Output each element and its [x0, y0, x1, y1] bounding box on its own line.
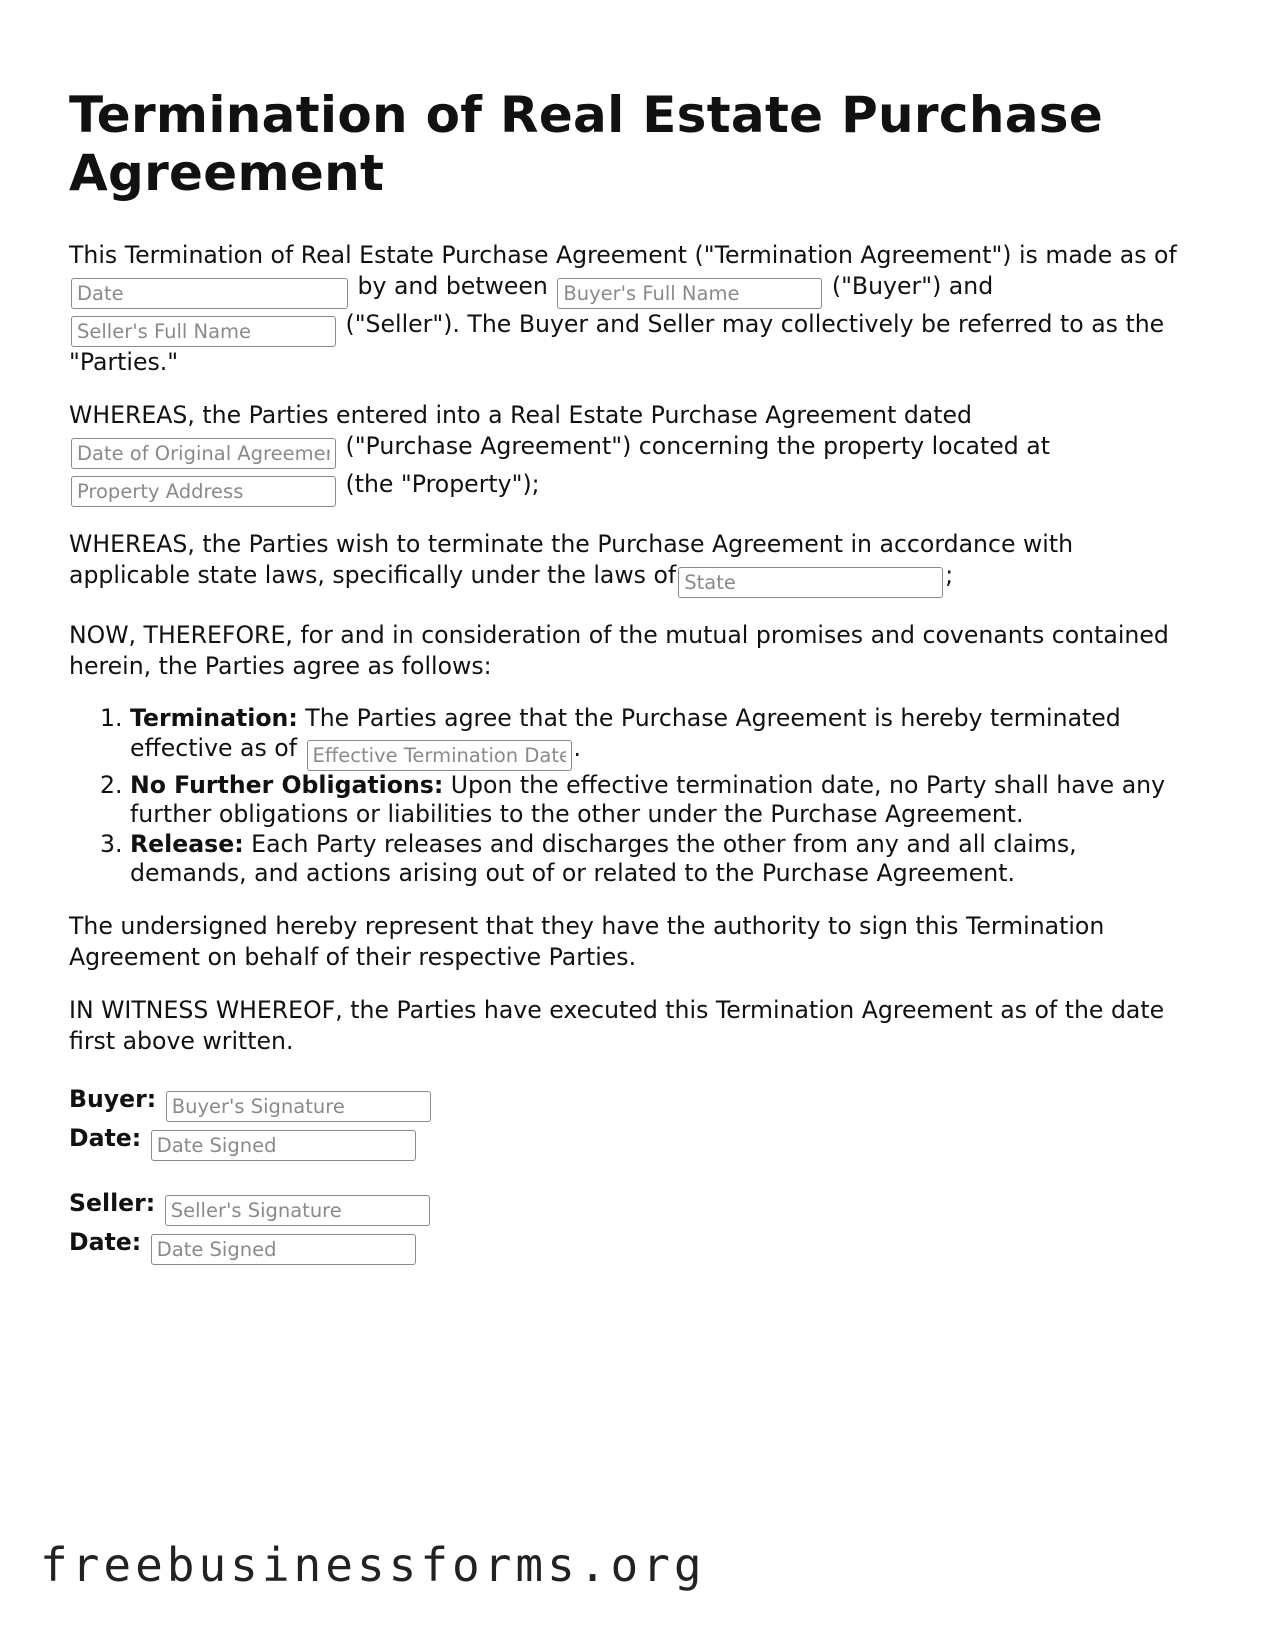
buyer-date-signed-field[interactable]: [151, 1130, 416, 1161]
now-therefore-paragraph: NOW, THEREFORE, for and in consideration of the mutual promises and covenants contained herein, the Parties agree as follows:: [69, 621, 1169, 680]
seller-signature-row: [69, 1187, 1189, 1226]
intro-text-4: ("Seller"). The Buyer and Seller may collectively be referred to as the "Parties.": [69, 310, 1165, 376]
term-text: Each Party releases and discharges the other from any and all claims, demands, and actions arising out of or related to the Purchase Agreement.: [130, 829, 1077, 887]
seller-signature-field[interactable]: [165, 1195, 430, 1226]
watermark: freebusinessforms.org: [40, 1538, 706, 1592]
buyer-signature-field[interactable]: [166, 1091, 431, 1122]
property-address-field[interactable]: [71, 476, 336, 507]
term-item: [130, 830, 1189, 889]
whereas-1-text-3: (the "Property");: [345, 470, 540, 498]
authority-paragraph: The undersigned hereby represent that they have the authority to sign this Termination Agreement on behalf of their respective Parties.: [69, 911, 1105, 971]
seller-label: Seller:: [69, 1188, 156, 1217]
term-after: .: [573, 733, 582, 762]
whereas-1-text-2: ("Purchase Agreement") concerning the property located at: [345, 432, 1050, 460]
buyer-signature-row: [69, 1083, 1189, 1122]
intro-text-2: by and between: [357, 272, 548, 300]
seller-date-signed-field[interactable]: [151, 1234, 416, 1265]
seller-date-row: [69, 1226, 1189, 1265]
term-heading: Release:: [130, 829, 244, 858]
date-field[interactable]: [71, 278, 348, 309]
term-text: Upon the effective termination date, no Party shall have any further obligations or liabilities to the other under the Purchase Agreement.: [130, 770, 1166, 828]
term-heading: No Further Obligations:: [130, 770, 444, 799]
whereas-2-text-1: WHEREAS, the Parties wish to terminate the Purchase Agreement in accordance with applicable state laws, specifically under the laws of: [69, 530, 1074, 589]
term-text: The Parties agree that the Purchase Agreement is hereby terminated effective as of: [130, 704, 1121, 762]
term-item: [130, 771, 1189, 830]
document: [69, 86, 1189, 1265]
intro-text-1: This Termination of Real Estate Purchase Agreement ("Termination Agreement") is made as of: [69, 241, 1177, 269]
buyer-signature-block: [69, 1083, 1189, 1161]
seller-date-label: Date:: [69, 1227, 142, 1256]
whereas-1-text-1: WHEREAS, the Parties entered into a Real Estate Purchase Agreement dated: [69, 401, 973, 429]
terms-list: [69, 704, 1189, 889]
seller-signature-block: [69, 1187, 1189, 1265]
seller-full-name-field[interactable]: [71, 316, 336, 347]
buyer-date-row: [69, 1122, 1189, 1161]
intro-paragraph: [69, 240, 1189, 378]
buyer-date-label: Date:: [69, 1123, 142, 1152]
whereas-paragraph-2: [69, 529, 1189, 598]
term-item: [130, 704, 1189, 771]
effective-termination-date-field[interactable]: [307, 740, 572, 771]
whereas-2-text-2: ;: [945, 561, 954, 589]
intro-text-3: ("Buyer") and: [831, 272, 994, 300]
buyer-full-name-field[interactable]: [557, 278, 822, 309]
witness-paragraph: IN WITNESS WHEREOF, the Parties have executed this Termination Agreement as of the date first above written.: [69, 995, 1165, 1055]
page-title: Termination of Real Estate Purchase Agreement: [69, 86, 1104, 202]
state-field[interactable]: [678, 567, 943, 598]
term-heading: Termination:: [130, 704, 298, 732]
buyer-label: Buyer:: [69, 1084, 157, 1113]
original-agreement-date-field[interactable]: [71, 438, 336, 469]
whereas-paragraph-1: [69, 400, 1189, 507]
